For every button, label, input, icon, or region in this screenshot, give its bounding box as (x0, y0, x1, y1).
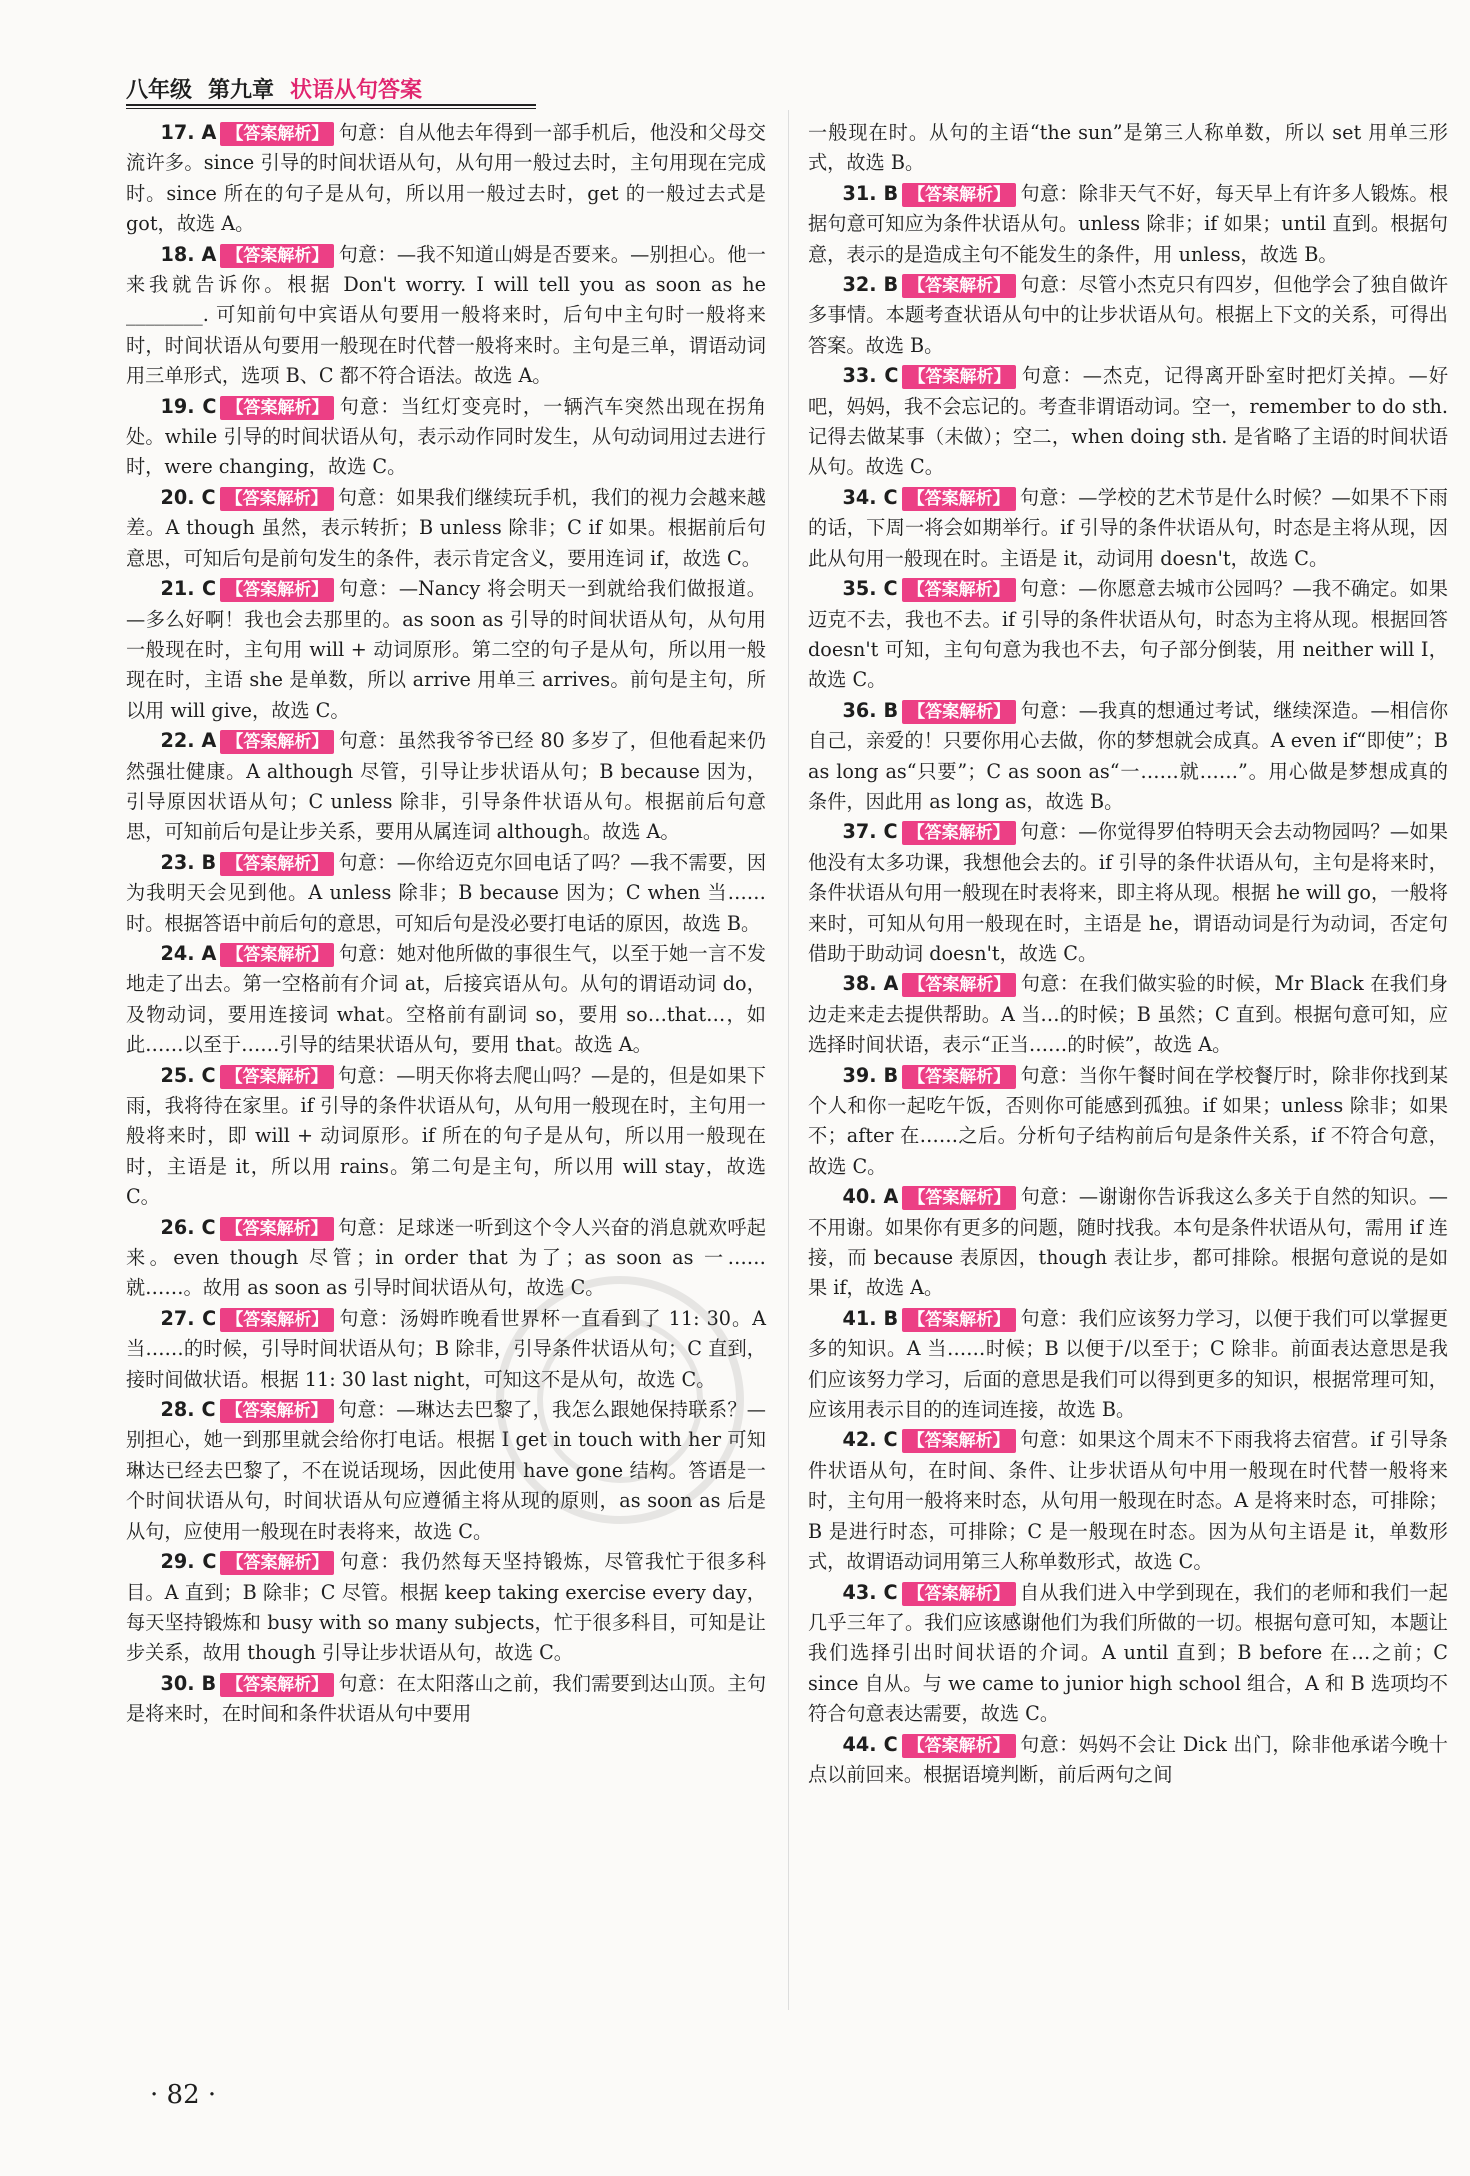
answer-text: 句意：—你觉得罗伯特明天会去动物园吗？—如果他没有太多功课，我想他会去的。if 引导的条件状语从句，主句是将来时，条件状语从句用一般现在时表将来，即主将从现。根据 he will go，一般将来时，可知从句用一般现在时，主语是 he，谓语动词是行为动词，否定句借助于助动词 doesn't，故选 C。 (808, 820, 1448, 965)
header-chapter: 第九章 (208, 78, 275, 103)
answer-number: 19. C (160, 394, 217, 418)
answer-text: 句意：她对他所做的事很生气，以至于她一言不发地走了出去。第一空格前有介词 at，后接宾语从句。从句的谓语动词 do，及物动词，要用连接词 what。空格前有副词 so，要用 so…that…，如此……以至于……引导的结果状语从句，要用 that。故选 A。 (126, 941, 766, 1057)
answer-text: 句意：—你愿意去城市公园吗？—我不确定。如果迈克不去，我也不去。if 引导的条件状语从句，时态为主将从现。根据回答 doesn't 可知，主句句意为我也不去，句子部分倒装，用 neither will I，故选 C。 (808, 577, 1448, 692)
answer-analysis-tag: 【答案解析】 (902, 578, 1016, 602)
answer-analysis-tag: 【答案解析】 (902, 1429, 1016, 1453)
answer-analysis-tag: 【答案解析】 (902, 821, 1016, 845)
answer-text: 句意：当红灯变亮时，一辆汽车突然出现在拐角处。while 引导的时间状语从句，表示动作同时发生，从句动词用过去进行时，were changing，故选 C。 (126, 394, 767, 479)
answer-text: 句意：尽管小杰克只有四岁，但他学会了独自做许多事情。本题考查状语从句中的让步状语从句。根据上下文的关系，可得出答案。故选 B。 (808, 273, 1449, 357)
answer-analysis-tag: 【答案解析】 (902, 1186, 1016, 1210)
answer-analysis-tag: 【答案解析】 (220, 852, 334, 876)
answer-text: 句意：当你午餐时间在学校餐厅时，除非你找到某个人和你一起吃午饭，否则你可能感到孤独。if 如果；unless 除非；如果不；after 在……之后。分析句子结构前后句是条件关系，if 不符合句意，故选 C。 (808, 1063, 1449, 1178)
answer-item (126, 392, 766, 483)
answer-number: 23. B (160, 850, 217, 874)
right-column (808, 118, 1448, 1790)
answer-text: 句意：在我们做实验的时候，Mr Black 在我们身边走来走去提供帮助。A 当…的时候；B 虽然；C 直到。根据句意可知，应选择时间状语，表示“正当……的时候”，故选 A。 (808, 972, 1448, 1057)
answer-text: 句意：我仍然每天坚持锻炼，尽管我忙于很多科目。A 直到；B 除非；C 尽管。根据 keep taking exercise every day，每天坚持锻炼和 busy with so many subjects，忙于很多科目，可知是让步关系，故用 though 引导让步状语从句，故选 C。 (126, 1550, 767, 1665)
answer-text: 句意：妈妈不会让 Dick 出门，除非他承诺今晚十点以前回来。根据语境判断，前后两句之间 (808, 1732, 1448, 1786)
answer-item (808, 361, 1448, 483)
answer-item (808, 574, 1448, 696)
answer-analysis-tag: 【答案解析】 (902, 365, 1016, 389)
answer-item (808, 696, 1448, 818)
answer-text: 句意：除非天气不好，每天早上有许多人锻炼。根据句意可知应为条件状语从句。unless 除非；if 如果；until 直到。根据句意，表示的是造成主句不能发生的条件，用 unless，故选 B。 (808, 181, 1449, 266)
answer-text: 一般现在时。从句的主语“the sun”是第三人称单数，所以 set 用单三形式，故选 B。 (808, 121, 1448, 175)
answer-item (808, 179, 1448, 270)
answer-number: 38. A (842, 972, 899, 996)
answer-item (126, 1061, 766, 1213)
answer-number: 37. C (842, 820, 898, 844)
answer-number: 21. C (160, 577, 217, 601)
answer-item (126, 1669, 766, 1730)
answer-analysis-tag: 【答案解析】 (220, 244, 334, 268)
answer-number: 30. B (160, 1671, 217, 1695)
answer-text: 句意：虽然我爷爷已经 80 多岁了，但他看起来仍然强壮健康。A although 尽管，引导让步状语从句；B because 因为，引导原因状语从句；C unless 除非，引导条件状语从句。根据前后句意思，可知前后句是让步关系，要用从属连词 although。故选 A。 (126, 729, 766, 844)
answer-analysis-tag: 【答案解析】 (220, 730, 334, 754)
answer-analysis-tag: 【答案解析】 (220, 1065, 334, 1089)
answer-number: 43. C (842, 1580, 898, 1604)
answer-item (808, 1304, 1448, 1426)
answer-analysis-tag: 【答案解析】 (220, 396, 334, 420)
answer-analysis-tag: 【答案解析】 (902, 274, 1016, 298)
answer-text: 句意：如果这个周末不下雨我将去宿营。if 引导条件状语从句，在时间、条件、让步状语从句中用一般现在时代替一般将来时，主句用一般将来时态，从句用一般现在时态。A 是将来时态，可排除；B 是进行时态，可排除；C 是一般现在时态。因为从句主语是 it，单数形式，故谓语动词用第三人称单数形式，故选 C。 (808, 1428, 1448, 1574)
answer-item (808, 1182, 1448, 1304)
answer-number: 39. B (842, 1063, 899, 1087)
answer-item (126, 118, 766, 240)
answer-analysis-tag: 【答案解析】 (902, 1065, 1016, 1089)
answer-item (126, 1547, 766, 1669)
answer-text: 句意：—Nancy 将会明天一到就给我们做报道。—多么好啊！我也会去那里的。as soon as 引导的时间状语从句，从句用一般现在时，主句用 will + 动词原形。第二空的句子是从句，所以用一般现在时，主语 she 是单数，所以 arrive 用单三 arrives。前句是主句，所以用 will give，故选 C。 (126, 577, 766, 722)
answer-number: 29. C (160, 1550, 217, 1574)
answer-text: 句意：在太阳落山之前，我们需要到达山顶。主句是将来时，在时间和条件状语从句中要用 (126, 1671, 767, 1726)
answer-number: 31. B (842, 181, 899, 205)
answer-number: 26. C (160, 1215, 216, 1239)
answer-number: 17. A (160, 121, 217, 144)
answer-text: 句意：—琳达去巴黎了，我怎么跟她保持联系？—别担心，她一到那里就会给你打电话。根据 I get in touch with her 可知琳达已经去巴黎了，不在说话现场，因此使用 have gone 结构。答语是一个时间状语从句，时间状语从句应遵循主将从现的原则，as soon as 后是从句，应使用一般现在时表将来，故选 C。 (126, 1398, 766, 1543)
answer-analysis-tag: 【答案解析】 (220, 1308, 334, 1332)
column-divider (788, 110, 789, 2010)
answer-text: 句意：足球迷一听到这个令人兴奋的消息就欢呼起来。even though 尽管；in order that 为了；as soon as 一……就……。故用 as soon as 引导时间状语从句，故选 C。 (126, 1215, 766, 1300)
answer-text: 句意：汤姆昨晚看世界杯一直看到了 11: 30。A 当……的时候，引导时间状语从句；B 除非，引导条件状语从句；C 直到，接时间做状语。根据 11: 30 last night，可知这不是从句，故选 C。 (126, 1306, 766, 1391)
answer-number: 42. C (842, 1428, 898, 1452)
answer-analysis-tag: 【答案解析】 (902, 973, 1016, 997)
answer-analysis-tag: 【答案解析】 (902, 700, 1016, 724)
answer-item (126, 848, 766, 939)
answer-item (808, 1578, 1448, 1730)
answer-item (808, 817, 1448, 969)
answer-number: 44. C (842, 1732, 898, 1756)
answer-number: 20. C (160, 485, 216, 509)
answer-item (808, 1061, 1448, 1183)
answer-number: 22. A (160, 729, 217, 753)
answer-number: 40. A (842, 1185, 899, 1209)
answer-item (808, 483, 1448, 574)
answer-analysis-tag: 【答案解析】 (220, 1551, 334, 1575)
answer-item (808, 1730, 1448, 1791)
answer-text: 句意：—谢谢你告诉我这么多关于自然的知识。—不用谢。如果你有更多的问题，随时找我。本句是条件状语从句，需用 if 连接，而 because 表原因，though 表让步，都可排除。根据句意说的是如果 if，故选 A。 (808, 1185, 1448, 1300)
answer-item (808, 270, 1448, 361)
answer-analysis-tag: 【答案解析】 (220, 122, 334, 146)
watermark-stamp-icon (470, 1240, 770, 1560)
answer-item (126, 726, 766, 848)
answer-number: 27. C (160, 1306, 217, 1330)
answer-text: 句意：—学校的艺术节是什么时候？—如果不下雨的话，下周一将会如期举行。if 引导的条件状语从句，时态是主将从现，因此从句用一般现在时。主语是 it，动词用 doesn't，故选 C。 (808, 485, 1448, 570)
answer-analysis-tag: 【答案解析】 (902, 1734, 1016, 1758)
answer-analysis-tag: 【答案解析】 (220, 943, 334, 967)
answer-analysis-tag: 【答案解析】 (902, 487, 1016, 511)
answer-analysis-tag: 【答案解析】 (902, 183, 1016, 207)
answer-text: 句意：—我真的想通过考试，继续深造。—相信你自己，亲爱的！只要你用心去做，你的梦想就会成真。A even if“即使”；B as long as“只要”；C as soon as“一……就……”。用心做是梦想成真的条件，因此用 as long as，故选 B。 (808, 698, 1449, 813)
answer-text: 句意：—杰克，记得离开卧室时把灯关掉。—好吧，妈妈，我不会忘记的。考查非谓语动词。空一，remember to do sth. 记得去做某事（未做）；空二，when doing sth. 是省略了主语的时间状语从句。故选 C。 (808, 364, 1449, 479)
answer-item (808, 969, 1448, 1060)
answer-number: 32. B (842, 273, 899, 297)
answer-item (126, 574, 766, 726)
page-number: · 82 · (150, 2080, 217, 2110)
header-rule (126, 104, 536, 109)
answer-analysis-tag: 【答案解析】 (220, 1673, 334, 1697)
answer-item (126, 939, 766, 1061)
answer-item (808, 1425, 1448, 1577)
answer-number: 35. C (842, 577, 898, 601)
answer-text: 句意：—我不知道山姆是否要来。—别担心。他一来我就告诉你。根据 Don't worry. I will tell you as soon as he ________. 可知前句中宾语从句要用一般将来时，后句中主句时一般将来时，时间状语从句要用一般现在时代替一般将来时。主句是三单，谓语动词用三单形式，选项 B、C 都不符合语法。故选 A。 (126, 242, 766, 388)
answer-number: 18. A (160, 242, 217, 266)
answer-text: 句意：如果我们继续玩手机，我们的视力会越来越差。A though 虽然，表示转折；B unless 除非；C if 如果。根据前后句意思，可知后句是前句发生的条件，表示肯定含义，要用连词 if，故选 C。 (126, 485, 766, 570)
answer-analysis-tag: 【答案解析】 (220, 578, 334, 602)
answer-number: 41. B (842, 1306, 899, 1330)
header-topic: 状语从句答案 (290, 78, 423, 103)
answer-analysis-tag: 【答案解析】 (220, 1399, 334, 1423)
answer-number: 24. A (160, 941, 217, 965)
answer-analysis-tag: 【答案解析】 (220, 487, 334, 511)
answer-item (126, 483, 766, 574)
answer-number: 36. B (842, 698, 899, 722)
answer-number: 34. C (842, 485, 898, 509)
answer-text: 句意：—明天你将去爬山吗？—是的，但是如果下雨，我将待在家里。if 引导的条件状语从句，从句用一般现在时，主句用一般将来时，即 will + 动词原形。if 所在的句子是从句，所以用一般现在时，主语是 it，所以用 rains。第二句是主句，所以用 will stay，故选 C。 (126, 1063, 766, 1209)
header-grade: 八年级 (126, 78, 193, 103)
answer-analysis-tag: 【答案解析】 (902, 1308, 1016, 1332)
answer-text: 自从我们进入中学到现在，我们的老师和我们一起几乎三年了。我们应该感谢他们为我们所做的一切。根据句意可知，本题让我们选择引出时间状语的介词。A until 直到；B before 在…之前；C since 自从。与 we came to junior high school 组合，A 和 B 选项均不符合句意表达需要，故选 C。 (808, 1580, 1448, 1726)
answer-number: 25. C (160, 1063, 216, 1087)
answer-text: 句意：自从他去年得到一部手机后，他没和父母交流许多。since 引导的时间状语从句，从句用一般过去时，主句用现在完成时。since 所在的句子是从句，所以用一般过去时，get 的一般过去式是 got，故选 A。 (126, 121, 766, 236)
page-header (126, 64, 536, 104)
answer-text: 句意：—你给迈克尔回电话了吗？—我不需要，因为我明天会见到他。A unless 除非；B because 因为；C when 当……时。根据答语中前后句的意思，可知后句是没必要打电话的原因，故选 B。 (126, 850, 767, 935)
answer-item (808, 118, 1448, 179)
answer-analysis-tag: 【答案解析】 (902, 1582, 1016, 1606)
answer-text: 句意：我们应该努力学习，以便于我们可以掌握更多的知识。A 当……时候；B 以便于/以至于；C 除非。前面表达意思是我们应该努力学习，后面的意思是我们可以得到更多的知识，根据常理可知，应该用表示目的的连词连接，故选 B。 (808, 1306, 1449, 1422)
answer-number: 28. C (160, 1398, 216, 1422)
answer-item (126, 240, 766, 392)
answer-number: 33. C (842, 364, 899, 388)
answer-analysis-tag: 【答案解析】 (220, 1217, 334, 1241)
